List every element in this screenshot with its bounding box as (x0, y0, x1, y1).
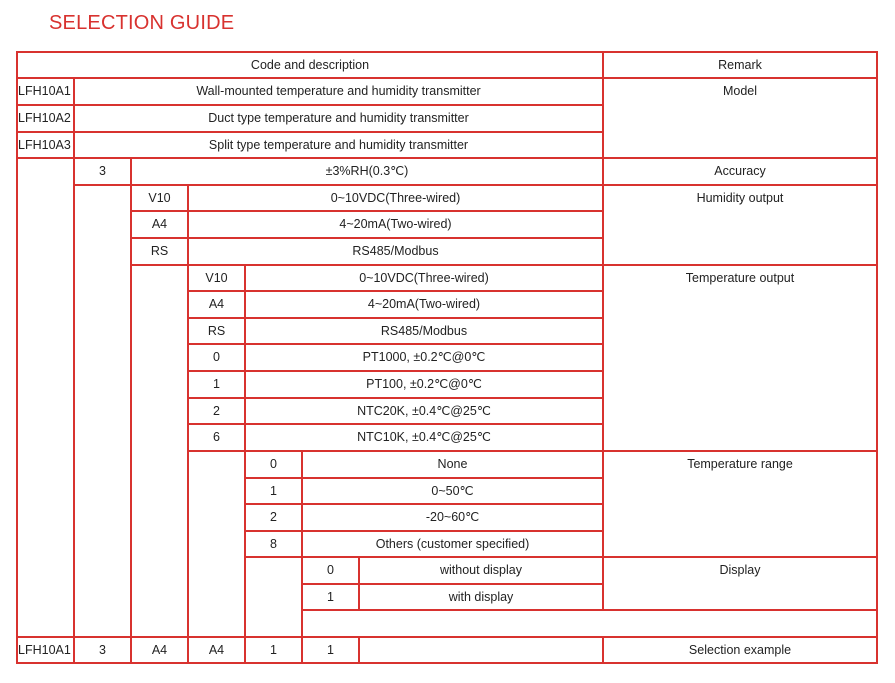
range-code: 2 (270, 510, 277, 524)
header-code-description: Code and description (250, 58, 370, 72)
accuracy-description: ±3%RH(0.3℃) (325, 164, 409, 178)
remark-range: Temperature range (687, 457, 793, 471)
humidity-description: RS485/Modbus (352, 244, 439, 258)
temperature-code: 2 (213, 404, 220, 418)
header-remark: Remark (718, 58, 762, 72)
temperature-code: 1 (213, 377, 220, 391)
table-rule (358, 636, 360, 664)
accuracy-code: 3 (99, 164, 106, 178)
model-description: Split type temperature and humidity transmitter (208, 138, 469, 152)
temperature-code: A4 (208, 297, 225, 311)
remark-humidity: Humidity output (696, 191, 784, 205)
example-model: LFH10A1 (18, 643, 71, 657)
display-code: 1 (327, 590, 334, 604)
model-code: LFH10A1 (18, 84, 71, 98)
temperature-description: 4~20mA(Two-wired) (367, 297, 481, 311)
humidity-code: V10 (148, 191, 171, 205)
table-rule (602, 51, 604, 610)
temperature-description: RS485/Modbus (380, 324, 468, 338)
remark-example: Selection example (688, 643, 792, 657)
model-description: Wall-mounted temperature and humidity transmitter (196, 84, 481, 98)
display-description: without display (440, 563, 522, 577)
temperature-description: NTC20K, ±0.4℃@25℃ (357, 404, 491, 418)
remark-accuracy: Accuracy (714, 164, 766, 178)
page-title: SELECTION GUIDE (49, 12, 235, 34)
remark-model: Model (722, 84, 758, 98)
example-temperature: A4 (208, 643, 225, 657)
range-code: 0 (270, 457, 277, 471)
display-description: with display (448, 590, 514, 604)
humidity-description: 0~10VDC(Three-wired) (330, 191, 461, 205)
model-code: LFH10A2 (18, 111, 71, 125)
example-humidity: A4 (151, 643, 168, 657)
temperature-code: V10 (205, 271, 228, 285)
range-code: 1 (270, 484, 277, 498)
temperature-description: PT1000, ±0.2℃@0℃ (362, 350, 486, 364)
remark-display: Display (719, 563, 761, 577)
humidity-code: A4 (151, 217, 168, 231)
display-code: 0 (327, 563, 334, 577)
model-code: LFH10A3 (18, 138, 71, 152)
model-description: Duct type temperature and humidity transmitter (208, 111, 469, 125)
temperature-description: NTC10K, ±0.4℃@25℃ (357, 430, 491, 444)
example-range: 1 (270, 643, 277, 657)
temperature-description: 0~10VDC(Three-wired) (359, 271, 489, 285)
range-description: 0~50℃ (431, 484, 474, 498)
table-rule (73, 157, 75, 664)
temperature-code: 6 (213, 430, 220, 444)
remark-temperature: Temperature output (685, 271, 795, 285)
temperature-code: RS (207, 324, 226, 338)
range-code: 8 (270, 537, 277, 551)
table-rule (876, 51, 878, 664)
range-description: -20~60℃ (425, 510, 480, 524)
example-accuracy: 3 (99, 643, 106, 657)
humidity-code: RS (150, 244, 169, 258)
range-description: None (437, 457, 468, 471)
example-display: 1 (327, 643, 334, 657)
range-description: Others (customer specified) (375, 537, 530, 551)
temperature-description: PT100, ±0.2℃@0℃ (366, 377, 482, 391)
humidity-description: 4~20mA(Two-wired) (339, 217, 452, 231)
temperature-code: 0 (213, 350, 220, 364)
